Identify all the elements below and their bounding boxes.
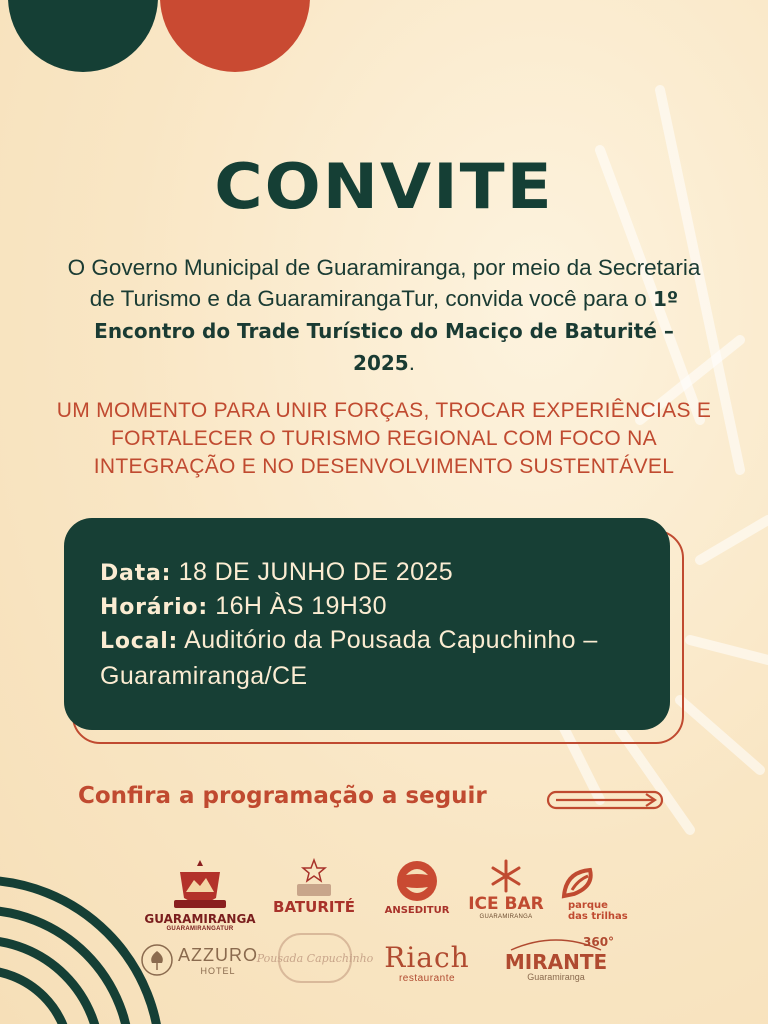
logo-anseditur [372, 848, 462, 916]
page-title: CONVITE [214, 149, 554, 224]
logo-baturite-name: BATURITÉ [273, 898, 355, 916]
event-time-value: 16H ÀS 19H30 [215, 592, 387, 620]
decorative-red-circle [160, 0, 310, 72]
logo-baturite [262, 850, 366, 916]
intro-paragraph [60, 252, 708, 379]
mirante-arc-icon [501, 932, 615, 952]
logo-riach-sub: restaurante [398, 973, 456, 984]
cta-text: Confira a programação a seguir [78, 783, 487, 809]
pousada-badge-icon [256, 932, 374, 984]
intro-period: . [408, 350, 415, 375]
logo-guaramiranga [144, 842, 256, 932]
logo-pousada-name: Pousada Capuchinho [256, 952, 374, 965]
logo-guaramiranga-name: GUARAMIRANGA [144, 912, 256, 926]
logo-azzuro-sub: HOTEL [200, 965, 236, 976]
anseditur-emblem-icon [392, 857, 442, 905]
logo-icebar [458, 850, 554, 920]
baturite-crest-icon [291, 858, 337, 898]
event-date-label: Data: [100, 561, 172, 586]
event-place [100, 623, 660, 693]
logo-mirante-360 [500, 930, 615, 982]
event-time [100, 589, 660, 625]
logo-anseditur-name: ANSEDITUR [384, 905, 450, 916]
decorative-green-circle [8, 0, 158, 72]
logo-guaramiranga-sub: GUARAMIRANGATUR [166, 926, 234, 932]
arrow-right-icon [546, 787, 666, 813]
logo-azzuro-name: AZZURO [178, 944, 258, 965]
logo-mirante-badge: 360° [583, 935, 615, 949]
logo-mirante-sub: Guaramiranga [527, 972, 585, 982]
azzuro-tree-icon [140, 943, 174, 977]
event-date-value: 18 DE JUNHO DE 2025 [178, 558, 454, 586]
event-place-label: Local: [100, 629, 179, 654]
intro-text: O Governo Municipal de Guaramiranga, por meio da Secretaria de Turismo e da GuaramirangaTur, convida você para o [67, 255, 701, 311]
logo-parque-das-trilhas [560, 852, 640, 922]
parque-leaf-icon [560, 866, 600, 900]
logo-icebar-name: ICE BAR [468, 894, 544, 914]
event-date [100, 555, 660, 591]
logo-pousada-capuchinho [256, 932, 374, 984]
logo-parque-line2: das trilhas [568, 911, 628, 922]
event-name: 1º Encontro do Trade Turístico do Maciço de Baturité – 2025 [94, 287, 679, 375]
logo-parque-line1: parque [568, 900, 608, 911]
event-place-value: Auditório da Pousada Capuchinho – Guaramiranga/CE [100, 626, 598, 690]
logo-riach-name: Riach [384, 941, 470, 974]
tagline: UM MOMENTO PARA UNIR FORÇAS, TROCAR EXPERIÊNCIAS E FORTALECER O TURISMO REGIONAL COM FOCO NA INTEGRAÇÃO E NO DESENVOLVIMENTO SUSTENTÁVEL [56, 399, 712, 478]
logo-azzuro-hotel [140, 940, 262, 980]
logo-mirante-name: MIRANTE [504, 950, 608, 974]
guaramiranga-crest-icon [170, 858, 230, 912]
snowflake-icon [489, 858, 523, 894]
event-time-label: Horário: [100, 595, 208, 620]
logo-icebar-sub: GUARAMIRANGA [479, 914, 533, 920]
logo-riach [368, 940, 486, 984]
